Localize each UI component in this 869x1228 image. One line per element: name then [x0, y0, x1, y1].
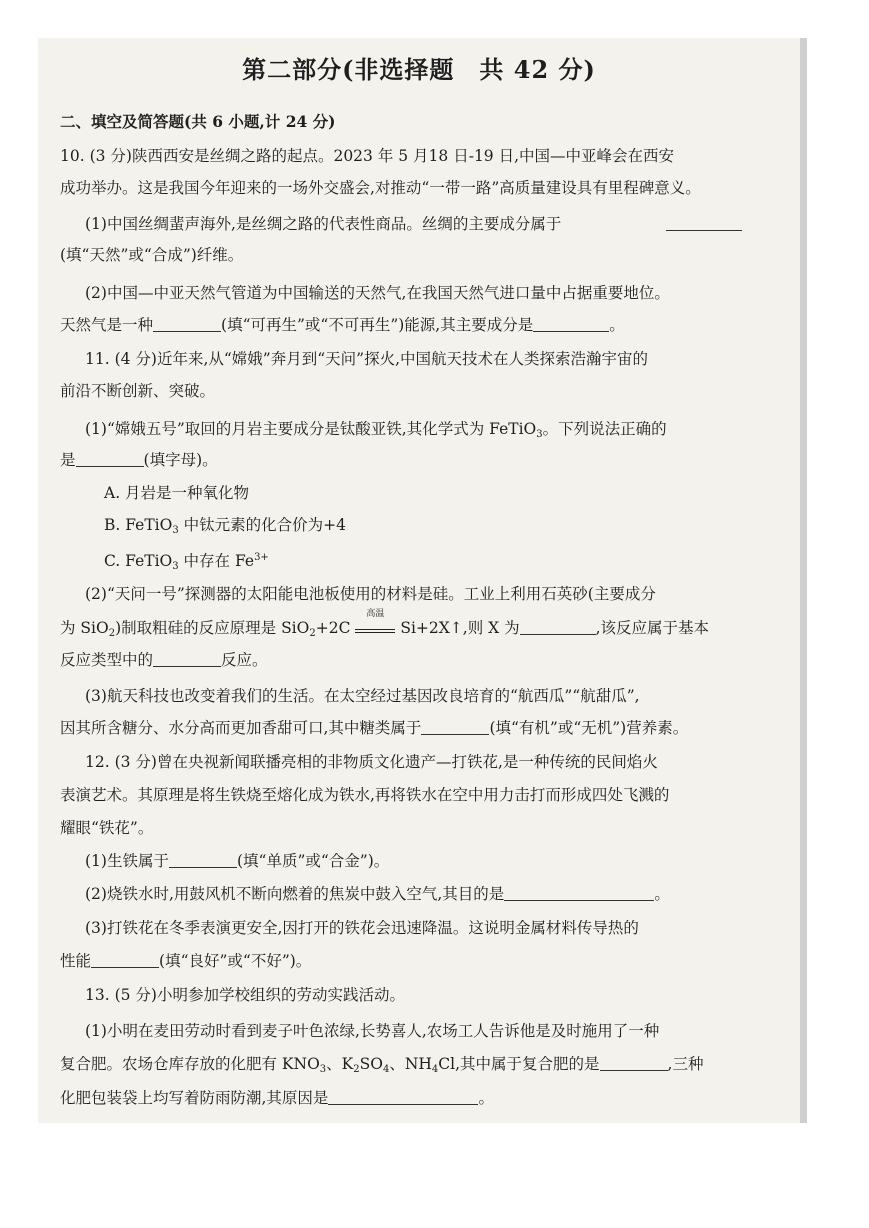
- q11-part2-line1: (2)“天问一号”探测器的太阳能电池板使用的材料是硅。工业上利用石英砂(主要成分: [85, 585, 656, 603]
- answer-blank[interactable]: [76, 450, 144, 467]
- section-header: 二、填空及简答题(共 6 小题,计 24 分): [60, 112, 336, 131]
- q11-option-c: C. FeTiO$_3$ 中存在 $Fe^{3+}$: [104, 552, 269, 572]
- q11-part3-line1: (3)航天科技也改变着我们的生活。在太空经过基因改良培育的“航西瓜”“航甜瓜”,: [85, 687, 640, 705]
- q13-part1-line2: 复合肥。农场仓库存放的化肥有 $KNO_3$、$K_2SO_4$、$NH_4Cl$,其中属于复合肥的是 ,三种: [60, 1055, 704, 1075]
- answer-blank[interactable]: [600, 1054, 668, 1071]
- q10-part1-text: (1)中国丝绸蜚声海外,是丝绸之路的代表性商品。丝绸的主要成分属于: [85, 215, 562, 233]
- answer-blank[interactable]: [91, 951, 159, 968]
- part-title: 第二部分(非选择题 共 42 分): [242, 55, 596, 84]
- q12-part1: (1)生铁属于 (填“单质”或“合金”)。: [85, 852, 390, 870]
- binder-edge: [800, 38, 807, 1123]
- q10-part1-line2: (填“天然”或“合成”)纤维。: [60, 246, 244, 264]
- reaction-condition: 高温: [366, 609, 385, 619]
- q12-stem-line3: 耀眼“铁花”。: [60, 819, 154, 837]
- q11-part2-line2: 为 SiO$_2$)制取粗硅的反应原理是 SiO$_2$+2C 高温 Si+2X↑,则 X 为 ,该反应属于基本: [60, 609, 710, 639]
- q13-part1-line3: 化肥包装袋上均写着防雨防潮,其原因是 。: [60, 1089, 494, 1107]
- q10-part1-line1: [85, 214, 807, 234]
- answer-blank[interactable]: [666, 214, 742, 231]
- q12-part3-line2: 性能 (填“良好”或“不好”)。: [60, 952, 312, 970]
- q11-part3-line2: 因其所含糖分、水分高而更加香甜可口,其中糖类属于 (填“有机”或“无机”)营养素。: [60, 719, 689, 737]
- q13-part1-line1: (1)小明在麦田劳动时看到麦子叶色浓绿,长势喜人,农场工人告诉他是及时施用了一种: [85, 1022, 660, 1040]
- reaction-arrow: [355, 609, 395, 633]
- exam-page: [38, 38, 800, 1123]
- q12-part3-line1: (3)打铁花在冬季表演更安全,因打开的铁花会迅速降温。这说明金属材料传导热的: [85, 919, 639, 937]
- answer-blank[interactable]: [169, 851, 237, 868]
- q11-option-b: B. FeTiO$_3$ 中钛元素的化合价为+4: [104, 516, 346, 536]
- q11-part1-line1: (1)“嫦娥五号”取回的月岩主要成分是钛酸亚铁,其化学式为 FeTiO$_3$。下列说法正确的: [85, 420, 667, 440]
- q10-part2-line2: 天然气是一种 (填“可再生”或“不可再生”)能源,其主要成分是 。: [60, 316, 625, 334]
- q11-stem-line1: 11. (4 分)近年来,从“嫦娥”奔月到“天问”探火,中国航天技术在人类探索浩瀚宇宙的: [85, 350, 649, 368]
- q12-stem-line1: 12. (3 分)曾在央视新闻联播亮相的非物质文化遗产—打铁花,是一种传统的民间焰火: [85, 753, 658, 771]
- answer-blank[interactable]: [153, 315, 221, 332]
- answer-blank[interactable]: [504, 884, 654, 901]
- answer-blank[interactable]: [153, 650, 221, 667]
- q13-stem: 13. (5 分)小明参加学校组织的劳动实践活动。: [85, 986, 405, 1004]
- q12-part2: (2)烧铁水时,用鼓风机不断向燃着的焦炭中鼓入空气,其目的是 。: [85, 885, 670, 903]
- answer-blank[interactable]: [421, 718, 489, 735]
- q11-stem-line2: 前沿不断创新、突破。: [60, 382, 216, 400]
- answer-blank[interactable]: [533, 315, 609, 332]
- q11-part1-line2: 是 (填字母)。: [60, 451, 218, 469]
- q10-stem-line2: 成功举办。这是我国今年迎来的一场外交盛会,对推动“一带一路”高质量建设具有里程碑意义。: [60, 179, 701, 197]
- q10-part2-line1: (2)中国—中亚天然气管道为中国输送的天然气,在我国天然气进口量中占据重要地位。: [85, 284, 670, 302]
- q12-stem-line2: 表演艺术。其原理是将生铁烧至熔化成为铁水,再将铁水在空中用力击打而形成四处飞溅的: [60, 786, 670, 804]
- q11-option-a: A. 月岩是一种氧化物: [104, 484, 250, 502]
- q10-stem-line1: 10. (3 分)陕西西安是丝绸之路的起点。2023 年 5 月18 日-19 日,中国—中亚峰会在西安: [60, 147, 675, 165]
- q11-part2-line3: 反应类型中的 反应。: [60, 651, 268, 669]
- answer-blank[interactable]: [520, 618, 596, 635]
- answer-blank[interactable]: [328, 1088, 478, 1105]
